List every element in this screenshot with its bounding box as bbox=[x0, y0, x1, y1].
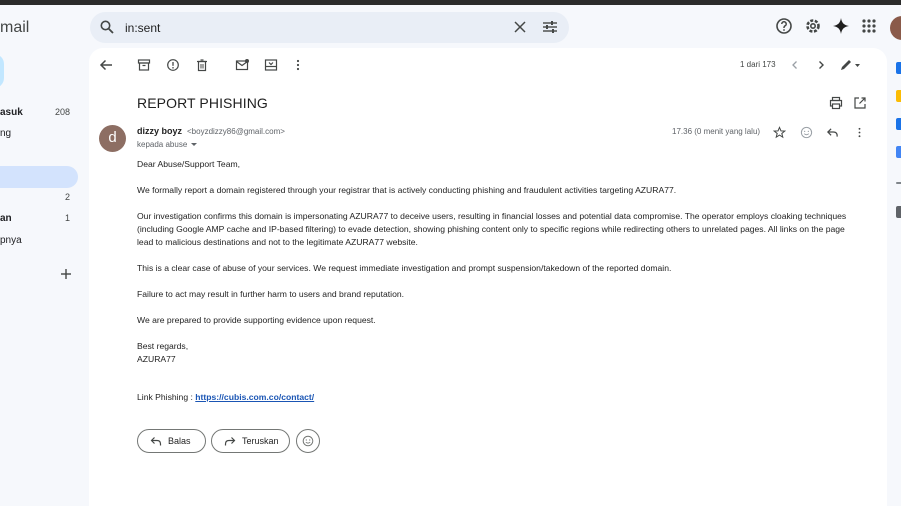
reply-arrow-icon[interactable] bbox=[826, 126, 839, 139]
body-paragraph: We formally report a domain registered through your registrar that is actively conducting phishing and fraudulent activities targeting AZURA77. bbox=[137, 185, 677, 195]
message-more-icon[interactable] bbox=[853, 126, 866, 139]
sender-avatar[interactable]: d bbox=[99, 125, 126, 152]
clear-search-icon[interactable] bbox=[513, 20, 527, 34]
phishing-link[interactable]: https://cubis.com.co/contact/ bbox=[195, 392, 315, 402]
add-addon-icon[interactable] bbox=[896, 206, 901, 218]
email-subject: REPORT PHISHING bbox=[137, 95, 268, 111]
delete-trash-icon[interactable] bbox=[195, 58, 209, 72]
sender-email: <boyzdizzy86@gmail.com> bbox=[187, 127, 285, 136]
emoji-react-button[interactable] bbox=[296, 429, 320, 453]
more-options-icon[interactable] bbox=[291, 58, 305, 72]
nav-item-label: pnya bbox=[0, 235, 22, 246]
nav-item-label: an bbox=[0, 213, 12, 224]
nav-item-inbox[interactable] bbox=[0, 102, 78, 124]
nav-item-count: 208 bbox=[54, 107, 70, 117]
reply-label: Balas bbox=[168, 436, 191, 446]
add-label-plus-icon[interactable] bbox=[60, 268, 72, 280]
recipient-text: kepada abuse bbox=[137, 140, 188, 149]
settings-gear-icon[interactable] bbox=[804, 17, 822, 35]
search-input[interactable] bbox=[125, 18, 505, 38]
nav-item-label: asuk bbox=[0, 107, 23, 118]
forward-button[interactable] bbox=[211, 429, 290, 453]
tasks-icon[interactable] bbox=[896, 118, 901, 130]
chevron-right-icon[interactable] bbox=[814, 58, 828, 72]
compose-button[interactable] bbox=[0, 54, 4, 88]
search-icon[interactable] bbox=[100, 20, 114, 34]
print-icon[interactable] bbox=[829, 96, 843, 110]
apps-grid-icon[interactable] bbox=[860, 17, 878, 35]
pagination-text: 1 dari 173 bbox=[740, 60, 776, 69]
nav-item-count: 1 bbox=[64, 213, 70, 223]
link-label: Link Phishing : bbox=[137, 392, 196, 402]
body-paragraph: Failure to act may result in further harm to users and brand reputation. bbox=[137, 289, 405, 299]
open-new-window-icon[interactable] bbox=[853, 96, 867, 110]
search-options-icon[interactable] bbox=[542, 19, 558, 35]
chevron-left-icon[interactable] bbox=[788, 58, 802, 72]
left-navigation bbox=[0, 50, 84, 506]
nav-item-more[interactable] bbox=[0, 230, 78, 252]
search-bar[interactable] bbox=[90, 12, 569, 43]
contacts-icon[interactable] bbox=[896, 146, 901, 158]
email-view-panel bbox=[89, 48, 887, 506]
body-paragraph: Our investigation confirms this domain is impersonating AZURA77 to deceive users, resulting in financial losses and potential data compromise. The operator employs cloaking techniques (including Google AMP cache and IP-based filtering) to evade detection, showing phishing content only to specific regions while redirecting others to unrelated pages. All links on the page lead to malicious destinations and not to the legitimate AZURA77 website. bbox=[137, 211, 847, 247]
keep-icon[interactable] bbox=[896, 90, 901, 102]
rail-divider bbox=[896, 182, 901, 184]
nav-item-starred[interactable] bbox=[0, 123, 78, 145]
input-tools-pen-icon[interactable] bbox=[839, 58, 863, 72]
phishing-link-line bbox=[137, 392, 314, 402]
archive-icon[interactable] bbox=[137, 58, 151, 72]
forward-icon bbox=[224, 436, 236, 447]
move-to-icon[interactable] bbox=[264, 58, 278, 72]
back-arrow-icon[interactable] bbox=[99, 58, 113, 72]
body-paragraph: This is a clear case of abuse of your services. We request immediate investigation and prompt suspension/takedown of the reported domain. bbox=[137, 263, 672, 273]
reply-icon bbox=[150, 436, 162, 447]
gemini-sparkle-icon[interactable] bbox=[832, 17, 850, 35]
top-bar bbox=[0, 5, 901, 49]
mark-unread-icon[interactable] bbox=[235, 58, 249, 72]
help-icon[interactable] bbox=[775, 17, 793, 35]
nav-item-other[interactable] bbox=[0, 208, 78, 230]
body-paragraph: Dear Abuse/Support Team, bbox=[137, 159, 241, 169]
email-timestamp: 17.36 (0 menit yang lalu) bbox=[672, 127, 761, 136]
nav-item-count: 2 bbox=[64, 192, 70, 202]
star-icon[interactable] bbox=[773, 126, 786, 139]
body-paragraph: We are prepared to provide supporting evidence upon request. bbox=[137, 315, 376, 325]
forward-label: Teruskan bbox=[242, 436, 279, 446]
app-brand[interactable]: mail bbox=[0, 19, 30, 36]
calendar-icon[interactable] bbox=[896, 62, 901, 74]
nav-item-sent[interactable] bbox=[0, 166, 78, 188]
emoji-reaction-icon[interactable] bbox=[800, 126, 813, 139]
sender-name[interactable]: dizzy boyz bbox=[137, 126, 183, 136]
caret-down-icon bbox=[191, 143, 197, 146]
recipient-toggle[interactable] bbox=[137, 140, 197, 149]
reply-button[interactable] bbox=[137, 429, 206, 453]
nav-item-drafts[interactable] bbox=[0, 187, 78, 209]
body-paragraph: AZURA77 bbox=[137, 354, 176, 364]
smiley-icon bbox=[302, 435, 314, 447]
report-spam-icon[interactable] bbox=[166, 58, 180, 72]
account-avatar[interactable] bbox=[890, 16, 901, 40]
body-paragraph: Best regards, bbox=[137, 341, 189, 351]
nav-item-label: ng bbox=[0, 128, 12, 139]
